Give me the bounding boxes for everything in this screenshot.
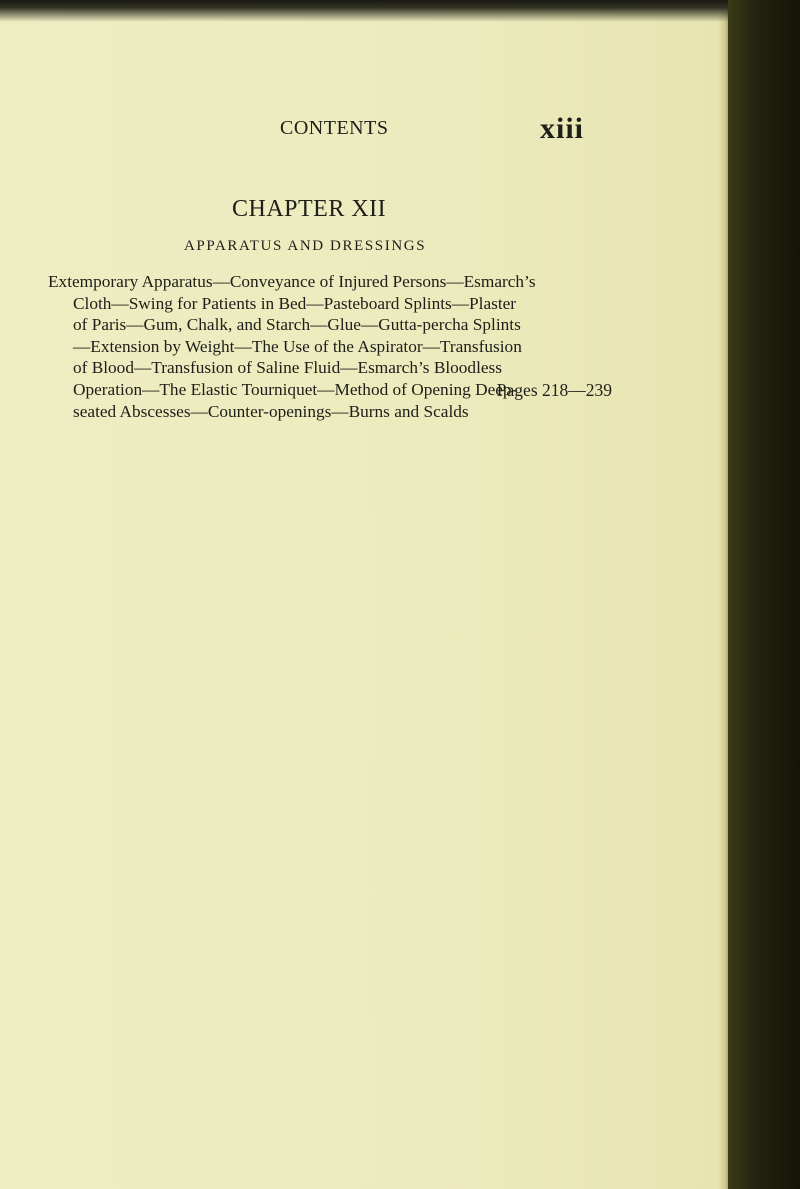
summary-line: Cloth—Swing for Patients in Bed—Pasteboard Splints—Plaster	[73, 293, 517, 313]
summary-line: of Paris—Gum, Chalk, and Starch—Glue—Gutta-percha Splints	[73, 315, 521, 335]
summary-line: —Extension by Weight—The Use of the Aspirator—Transfusion	[73, 336, 522, 356]
summary-line: of Blood—Transfusion of Saline Fluid—Esmarch’s Bloodless	[73, 358, 502, 378]
summary-line: Extemporary Apparatus—Conveyance of Injured Persons—Esmarch’s	[48, 272, 536, 291]
page-number: xiii	[540, 112, 585, 145]
chapter-title: CHAPTER XII	[232, 196, 387, 222]
page-range: Pages 218—239	[496, 380, 612, 400]
chapter-subtitle: APPARATUS AND DRESSINGS	[184, 238, 427, 254]
running-head: CONTENTS	[280, 117, 389, 139]
book-cover-edge	[728, 0, 800, 1189]
summary-line: seated Abscesses—Counter-openings—Burns and Scalds	[73, 401, 469, 421]
summary-line: Operation—The Elastic Tourniquet—Method of Opening Deep-	[73, 379, 518, 399]
